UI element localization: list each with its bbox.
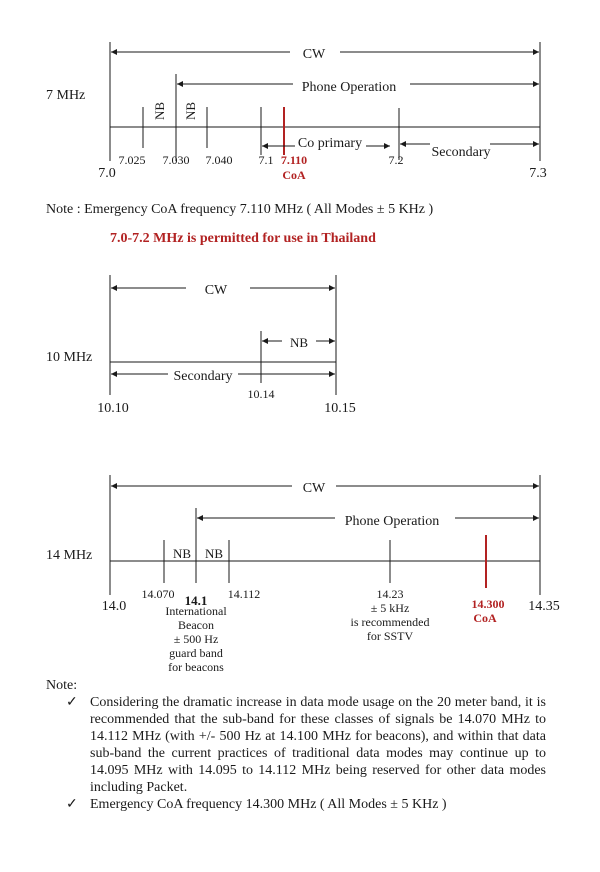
beacon-note-line: Beacon: [178, 618, 214, 632]
band-14mhz: [46, 475, 560, 674]
sstv-note-line: for SSTV: [366, 629, 414, 643]
checkmark-icon: ✓: [66, 797, 78, 812]
range-start-label: 7.0: [98, 166, 116, 181]
phone-label: Phone Operation: [344, 514, 440, 529]
sstv-note-line: ± 5 kHz: [370, 601, 410, 615]
range-start-label: 14.0: [101, 599, 127, 614]
nb-label-2: NB: [183, 101, 198, 120]
thailand-permission-note: 7.0-7.2 MHz is permitted for use in Thailand: [110, 231, 376, 246]
band-label: 10 MHz: [46, 350, 93, 365]
beacon-note-line: for beacons: [168, 660, 224, 674]
phone-label: Phone Operation: [301, 80, 397, 95]
secondary-label: Secondary: [431, 145, 491, 160]
tick-label: 7.1: [258, 153, 274, 167]
nb-label-1: NB: [172, 546, 192, 561]
band-label: 14 MHz: [46, 548, 93, 563]
coa-label: CoA: [473, 611, 497, 625]
range-start-label: 10.10: [97, 401, 129, 416]
coa-freq-label: 14.300: [471, 597, 505, 611]
tick-label: 14.112: [227, 587, 261, 601]
beacon-note-line: guard band: [169, 646, 223, 660]
note-item-text: Emergency CoA frequency 14.300 MHz ( All Modes ± 5 KHz ): [90, 797, 447, 812]
nb-label: NB: [289, 335, 309, 350]
note-item: [66, 796, 546, 813]
note-item: [66, 694, 546, 796]
coa-freq-label: 7.110: [280, 153, 308, 167]
tick-label: 7.025: [118, 153, 146, 167]
cw-label: CW: [204, 283, 228, 298]
nb-label-2: NB: [204, 546, 224, 561]
notes-list: [66, 694, 546, 813]
range-end-label: 10.15: [324, 401, 356, 416]
tick-label: 14.23: [376, 587, 404, 601]
tick-label: 7.030: [162, 153, 190, 167]
tick-label: 10.14: [247, 387, 275, 401]
note-item-text: Considering the dramatic increase in data mode usage on the 20 meter band, it is recommended that the sub-band for these classes of signals be 14.070 MHz to 14.112 MHz (with +/- 500 Hz at 14.100 MHz for beacons), and within that data sub-band the current practices of traditional data modes may continue up to 14.095 MHz with 14.095 to 14.112 MHz being reserved for other data modes including Packet.: [90, 695, 546, 795]
cw-label: CW: [302, 481, 326, 496]
tick-label: 7.040: [205, 153, 233, 167]
tick-label: 14.1: [184, 593, 208, 608]
cw-label: CW: [302, 47, 326, 62]
secondary-label: Secondary: [173, 369, 233, 384]
band-label: 7 MHz: [46, 88, 86, 103]
note-title: Note:: [46, 678, 78, 693]
tick-label: 7.2: [388, 153, 404, 167]
nb-label-1: NB: [152, 101, 167, 120]
note-7mhz-coa: Note : Emergency CoA frequency 7.110 MHz ( All Modes ± 5 KHz ): [46, 202, 434, 217]
beacon-note-line: International: [165, 604, 227, 618]
beacon-note-line: ± 500 Hz: [173, 632, 219, 646]
band-10mhz: [46, 275, 356, 416]
band-7mhz: [46, 42, 547, 182]
checkmark-icon: ✓: [66, 695, 78, 710]
tick-label: 14.070: [141, 587, 175, 601]
coa-label: CoA: [282, 168, 306, 182]
range-end-label: 14.35: [528, 599, 560, 614]
sstv-note-line: is recommended: [350, 615, 430, 629]
co-primary-label: Co primary: [297, 136, 363, 151]
range-end-label: 7.3: [529, 166, 547, 181]
